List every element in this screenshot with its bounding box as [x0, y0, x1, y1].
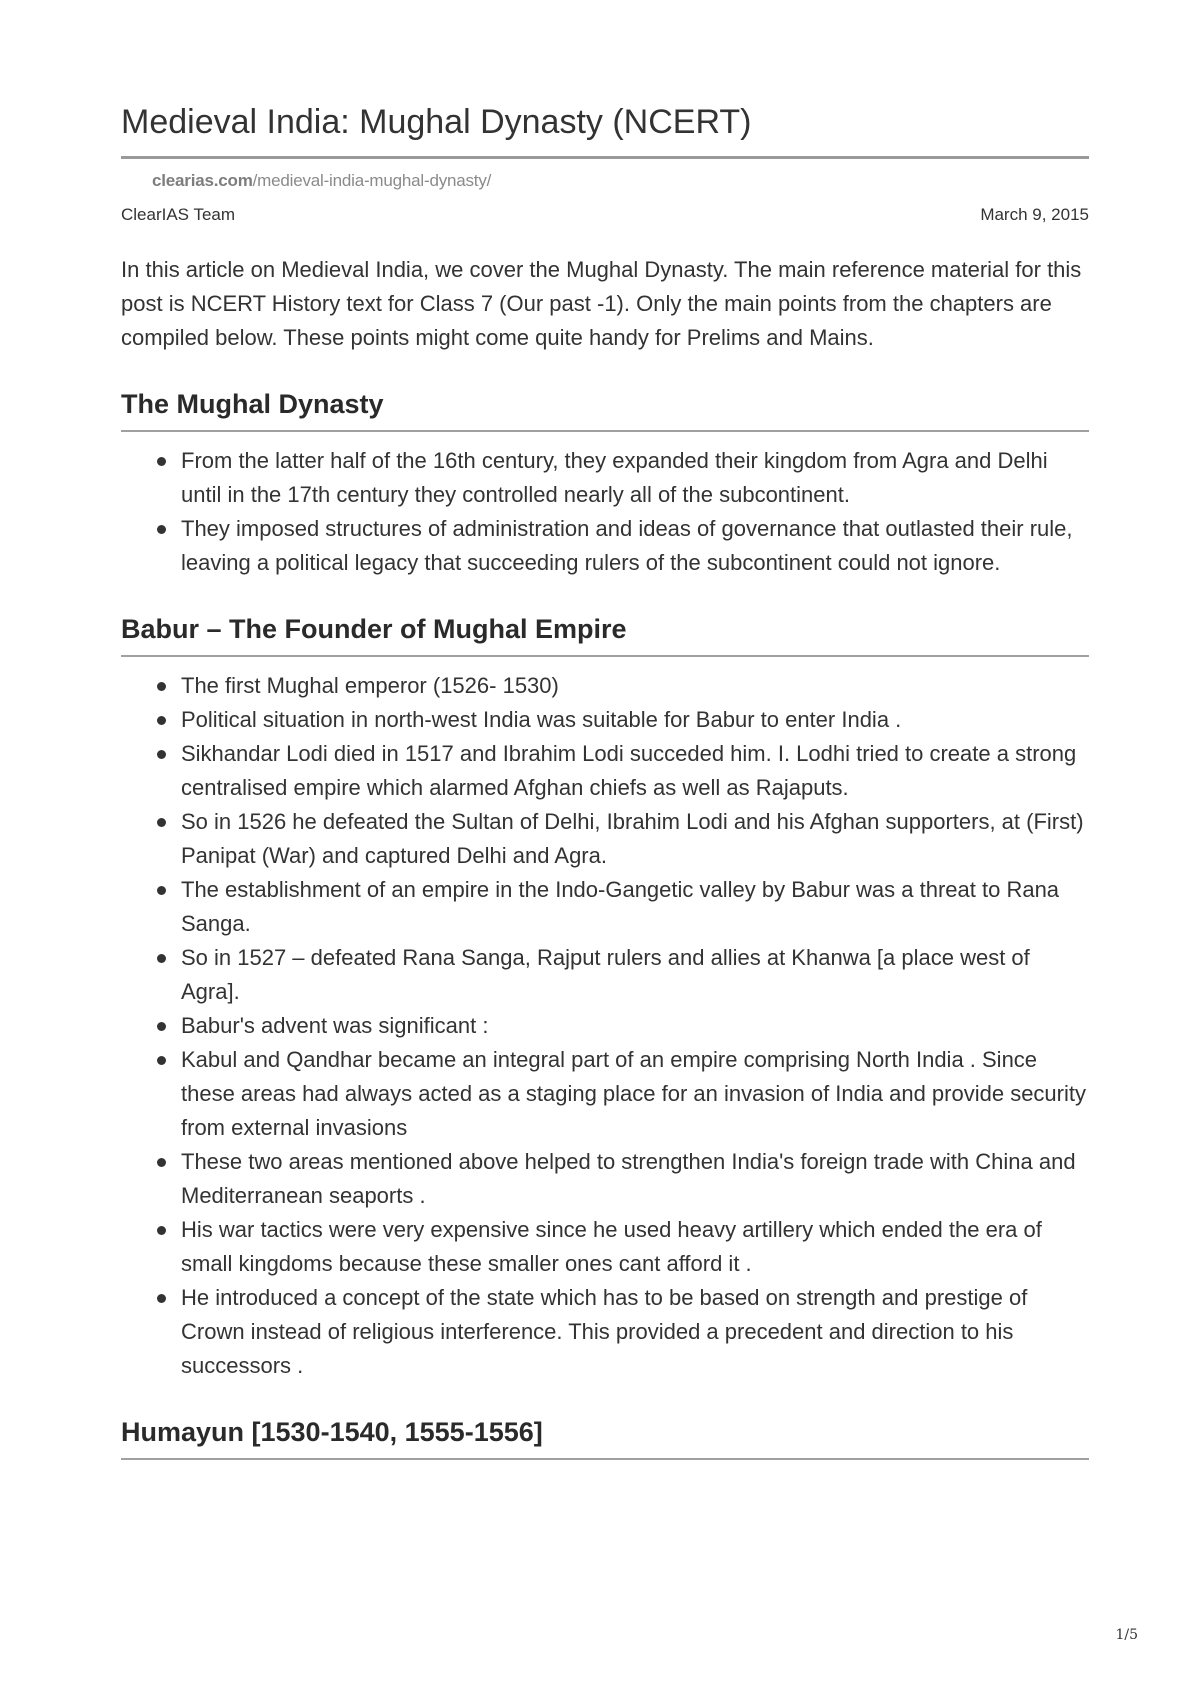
source-domain[interactable]: clearias.com: [152, 170, 253, 190]
section-divider: [121, 1458, 1089, 1460]
section-heading: Humayun [1530-1540, 1555-1556]: [121, 1417, 543, 1448]
list-item: Sikhandar Lodi died in 1517 and Ibrahim Lodi succeded him. I. Lodhi tried to create a strong centralised empire which alarmed Afghan chiefs as well as Rajaputs.: [181, 737, 1089, 805]
source-url[interactable]: [152, 171, 1089, 191]
list-item: His war tactics were very expensive since he used heavy artillery which ended the era of small kingdoms because these smaller ones cant afford it .: [181, 1213, 1089, 1281]
list-item: These two areas mentioned above helped to strengthen India's foreign trade with China and Mediterranean seaports .: [181, 1145, 1089, 1213]
list-item: Kabul and Qandhar became an integral part of an empire comprising North India . Since these areas had always acted as a staging place for an invasion of India and provide security from external invasions: [181, 1043, 1089, 1145]
list-item: The first Mughal emperor (1526- 1530): [181, 669, 1089, 703]
author: ClearIAS Team: [121, 204, 236, 224]
list-item: They imposed structures of administration and ideas of governance that outlasted their rule, leaving a political legacy that succeeding rulers of the subcontinent could not ignore.: [181, 512, 1089, 580]
list-item: Political situation in north-west India was suitable for Babur to enter India .: [181, 703, 1089, 737]
bullet-list: [121, 669, 1089, 1383]
bullet-list: [121, 444, 1089, 580]
title-divider: [121, 156, 1089, 159]
page-title: Medieval India: Mughal Dynasty (NCERT): [121, 103, 752, 141]
section-heading: Babur – The Founder of Mughal Empire: [121, 613, 627, 644]
publish-date: March 9, 2015: [980, 204, 1089, 224]
list-item: He introduced a concept of the state which has to be based on strength and prestige of Crown instead of religious interference. This provided a precedent and direction to his successors .: [181, 1281, 1089, 1383]
list-item: From the latter half of the 16th century, they expanded their kingdom from Agra and Delhi until in the 17th century they controlled nearly all of the subcontinent.: [181, 444, 1089, 512]
article-sections: [121, 387, 1089, 1460]
article: [121, 100, 1089, 1460]
section-heading: The Mughal Dynasty: [121, 388, 384, 419]
list-item: Babur's advent was significant :: [181, 1009, 1089, 1043]
article-meta: [121, 205, 1089, 225]
page-number: 1/5: [1115, 1627, 1138, 1643]
source-path[interactable]: /medieval-india-mughal-dynasty/: [252, 170, 492, 190]
list-item: The establishment of an empire in the Indo-Gangetic valley by Babur was a threat to Rana Sanga.: [181, 873, 1089, 941]
intro-paragraph: In this article on Medieval India, we cover the Mughal Dynasty. The main reference material for this post is NCERT History text for Class 7 (Our past -1). Only the main points from the chapters are compiled below. These points might come quite handy for Prelims and Mains.: [121, 256, 1082, 350]
list-item: So in 1527 – defeated Rana Sanga, Rajput rulers and allies at Khanwa [a place west of Agra].: [181, 941, 1089, 1009]
section-divider: [121, 655, 1089, 657]
list-item: So in 1526 he defeated the Sultan of Delhi, Ibrahim Lodi and his Afghan supporters, at (First) Panipat (War) and captured Delhi and Agra.: [181, 805, 1089, 873]
section-divider: [121, 430, 1089, 432]
